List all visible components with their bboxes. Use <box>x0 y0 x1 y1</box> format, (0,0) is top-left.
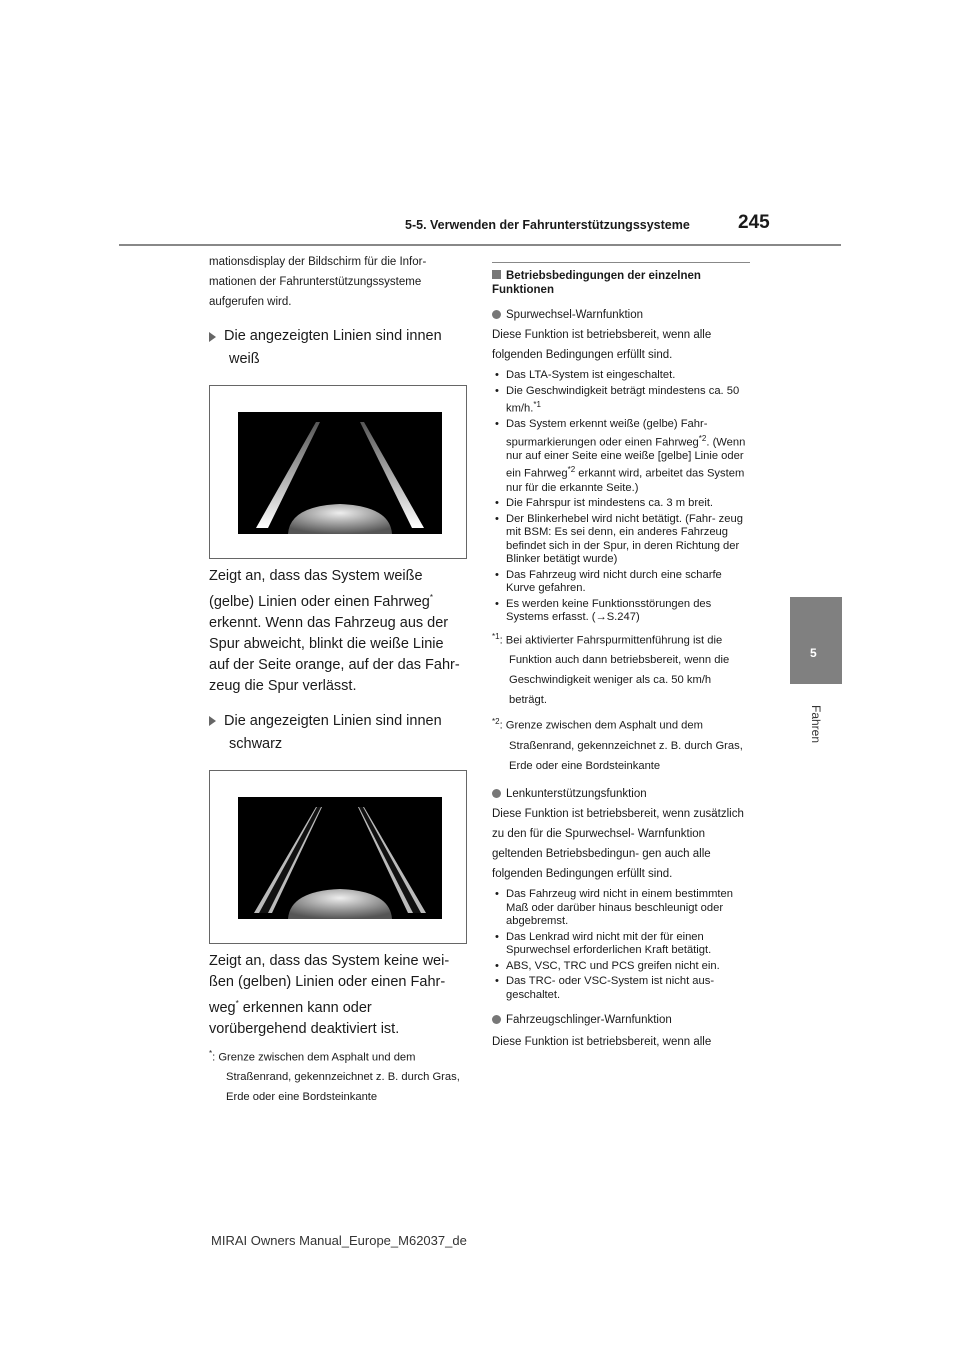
steering-assist-intro: Diese Funktion ist betriebsbereit, wenn zusätzlich zu den für die Spurwechsel- Warnfunktion geltenden Betriebsbedingun- gen auch alle folgenden Bedingungen erfüllt sind. <box>492 808 744 881</box>
intro-text: mationsdisplay der Bildschirm für die Infor- mationen der Fahrunterstützungssysteme aufgerufen wird. <box>209 256 427 308</box>
chapter-label: Fahren <box>809 704 823 744</box>
steering-assist-conditions <box>492 888 750 1002</box>
heading-white-lines: Die angezeigten Linien sind innen weiß <box>209 326 469 370</box>
left-column <box>209 252 469 1107</box>
white-lines-description: Zeigt an, dass das System weiße (gelbe) Linien oder einen Fahrweg* erkennt. Wenn das Fahrzeug aus der Spur abweicht, blinkt die weiße Linie auf der Seite orange, auf der das Fahr- zeug die Spur verlässt. <box>209 568 460 694</box>
chapter-label-wrap <box>788 694 844 754</box>
steering-assist-title: Lenkunterstützungsfunktion <box>492 784 750 804</box>
footnote: *: Grenze zwischen dem Asphalt und dem Straßenrand, gekennzeichnet z. B. durch Gras, Erde oder eine Bordsteinkante <box>209 1048 460 1104</box>
black-lines-description: Zeigt an, dass das System keine wei- ßen (gelben) Linien oder einen Fahr- weg* erkennen kann oder vorübergehend deaktiviert ist. <box>209 952 450 1037</box>
display-image-white-lines <box>209 385 467 559</box>
sway-warning-intro: Diese Funktion ist betriebsbereit, wenn alle <box>492 1036 712 1049</box>
heading-black-lines: Die angezeigten Linien sind innen schwarz <box>209 711 469 755</box>
list-item: • Das Fahrzeug wird nicht in einem bestimmten Maß oder darüber hinaus beschleunigt oder abgebremst. <box>492 888 750 929</box>
circle-bullet-icon <box>492 789 501 798</box>
display-image-black-lines <box>209 770 467 944</box>
sway-warning-title: Fahrzeugschlinger-Warnfunktion <box>492 1010 750 1030</box>
page-number: 245 <box>738 212 770 233</box>
list-item: • Die Fahrspur ist mindestens ca. 3 m breit. <box>492 497 750 511</box>
list-item: • Das TRC- oder VSC-System ist nicht aus- geschaltet. <box>492 975 750 1002</box>
lane-departure-conditions <box>492 369 750 625</box>
list-item: • Es werden keine Funktionsstörungen des Systems erfasst. (→S.247) <box>492 598 750 625</box>
list-item: • Die Geschwindigkeit beträgt mindestens ca. 50 km/h.$^{*1}$ <box>492 385 750 417</box>
conditions-heading: Betriebsbedingungen der einzelnen Funktionen <box>492 262 750 297</box>
list-item: • ABS, VSC, TRC und PCS greifen nicht ein. <box>492 960 750 974</box>
list-item: • Das Fahrzeug wird nicht durch eine scharfe Kurve gefahren. <box>492 569 750 596</box>
chapter-tab <box>790 597 842 684</box>
circle-bullet-icon <box>492 1015 501 1024</box>
right-column <box>492 262 750 1052</box>
square-bullet-icon <box>492 270 501 279</box>
lane-black-icon <box>238 797 442 919</box>
list-item: • Das LTA-System ist eingeschaltet. <box>492 369 750 383</box>
footer-text: MIRAI Owners Manual_Europe_M62037_de <box>211 1233 467 1248</box>
section-title: 5-5. Verwenden der Fahrunterstützungssysteme <box>405 218 690 232</box>
triangle-bullet-icon <box>209 332 216 342</box>
triangle-bullet-icon <box>209 716 216 726</box>
lane-departure-title: Spurwechsel-Warnfunktion <box>492 305 750 325</box>
footnote-2: $^{*2}$: Grenze zwischen dem Asphalt und dem Straßenrand, gekennzeichnet z. B. durch Gras, Erde oder eine Bordsteinkante <box>492 717 743 773</box>
list-item: • Das System erkennt weiße (gelbe) Fahr- spurmarkierungen oder einen Fahrweg$^{*2}$. (Wenn nur auf einer Seite eine weiße [gelbe] Linie oder ein Fahrweg$^{*2}$ erkannt wird, arbeitet das System nur für die erkannte Seite.) <box>492 418 750 495</box>
circle-bullet-icon <box>492 310 501 319</box>
list-item: • Der Blinkerhebel wird nicht betätigt. (Fahr- zeug mit BSM: Es sei denn, ein anderes Fahrzeug befindet sich in der Spur, in deren Richtung der Blinker betätigt wurde) <box>492 513 750 567</box>
list-item: • Das Lenkrad wird nicht mit der für einen Spurwechsel erforderlichen Kraft betätigt. <box>492 931 750 958</box>
chapter-number: 5 <box>810 646 817 660</box>
lane-departure-intro: Diese Funktion ist betriebsbereit, wenn alle folgenden Bedingungen erfüllt sind. <box>492 329 712 361</box>
footnote-1: $^{*1}$: Bei aktivierter Fahrspurmittenführung ist die Funktion auch dann betriebsbereit, wenn die Geschwindigkeit weniger als ca. 50 km/h beträgt. <box>492 631 730 707</box>
lane-white-icon <box>238 412 442 534</box>
header-divider <box>119 244 841 246</box>
